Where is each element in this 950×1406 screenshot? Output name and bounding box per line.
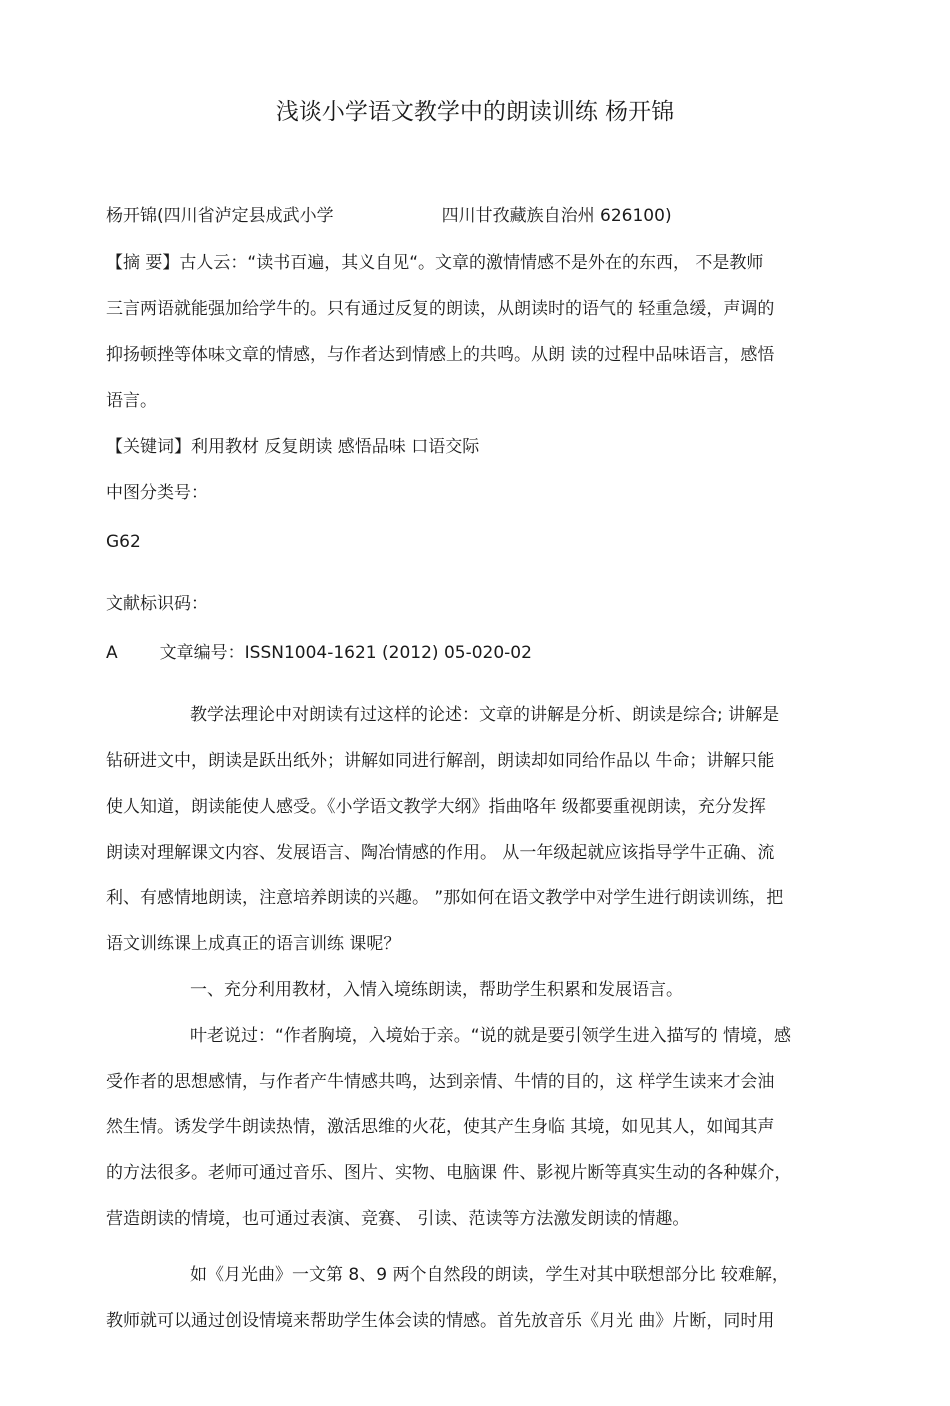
abstract-line: 抑扬顿挫等体味文章的情感，与作者达到情感上的共鸣。从朗 读的过程中品味语言，感悟	[106, 345, 775, 365]
body-line: 朗读对理解课文内容、发展语言、陶冶情感的作用。 从一年级起就应该指导学牛正确、流	[106, 843, 775, 863]
author-affiliation-right: 四川甘孜藏族自治州 626100)	[441, 206, 672, 226]
body-line: 教师就可以通过创设情境来帮助学生体会读的情感。首先放音乐《月光 曲》片断，同时用	[106, 1311, 775, 1331]
body-line: 钻研进文中，朗读是跃出纸外；讲解如同进行解剖，朗读却如同给作品以 牛命；讲解只能	[106, 751, 775, 771]
clc-value: G62	[106, 532, 141, 552]
body-line: 教学法理论中对朗读有过这样的论述：文章的讲解是分析、朗读是综合; 讲解是	[190, 705, 780, 725]
abstract-line: 语言。	[106, 391, 157, 411]
document-title: 浅谈小学语文教学中的朗读训练 杨开锦	[275, 99, 675, 125]
body-line: 利、有感情地朗读，注意培养朗读的兴趣。 ”那如何在语文教学中对学生进行朗读训练，把	[106, 888, 784, 908]
body-line: 然生情。诱发学牛朗读热情，激活思维的火花，使其产生身临 其境，如见其人，如闻其声	[106, 1117, 775, 1137]
body-line: 的方法很多。老师可通过音乐、图片、实物、电脑课 件、影视片断等真实生动的各种媒介，	[106, 1163, 792, 1183]
body-line: 使人知道，朗读能使人感受。《小学语文教学大纲》指曲咯年 级都要重视朗读，充分发挥	[106, 797, 766, 817]
doc-code-value: A	[106, 643, 118, 663]
section-heading: 一、充分利用教材，入情入境练朗读，帮助学生积累和发展语言。	[190, 980, 683, 1000]
abstract-line: 【摘 要】古人云：“读书百遍，其义自见“。文章的激情情感不是外在的东西， 不是教师	[106, 253, 764, 273]
article-number: 文章编号：ISSN1004-1621 (2012) 05-020-02	[159, 643, 532, 663]
doc-code-label: 文献标识码：	[106, 594, 208, 614]
clc-label: 中图分类号：	[106, 483, 208, 503]
body-line: 受作者的思想感情，与作者产牛情感共鸣，达到亲情、牛情的目的，这 样学生读来才会油	[106, 1072, 775, 1092]
doc-code-row	[106, 641, 532, 665]
body-line: 营造朗读的情境，也可通过表演、竞赛、 引读、范读等方法激发朗读的情趣。	[106, 1209, 690, 1229]
author-affiliation-left: 杨开锦(四川省泸定县成武小学	[106, 206, 334, 226]
author-affiliation	[106, 204, 672, 228]
body-line: 叶老说过：“作者胸境，入境始于亲。“说的就是要引领学生进入描写的 情境，感	[190, 1026, 792, 1046]
body-line: 如《月光曲》一文第 8、9 两个自然段的朗读，学生对其中联想部分比 较难解，	[190, 1265, 789, 1285]
body-line: 语文训练课上成真正的语言训练 课呢？	[106, 934, 401, 954]
keywords: 【关键词】利用教材 反复朗读 感悟品味 口语交际	[106, 437, 480, 457]
abstract-line: 三言两语就能强加给学牛的。只有通过反复的朗读，从朗读时的语气的 轻重急缓，声调的	[106, 299, 775, 319]
